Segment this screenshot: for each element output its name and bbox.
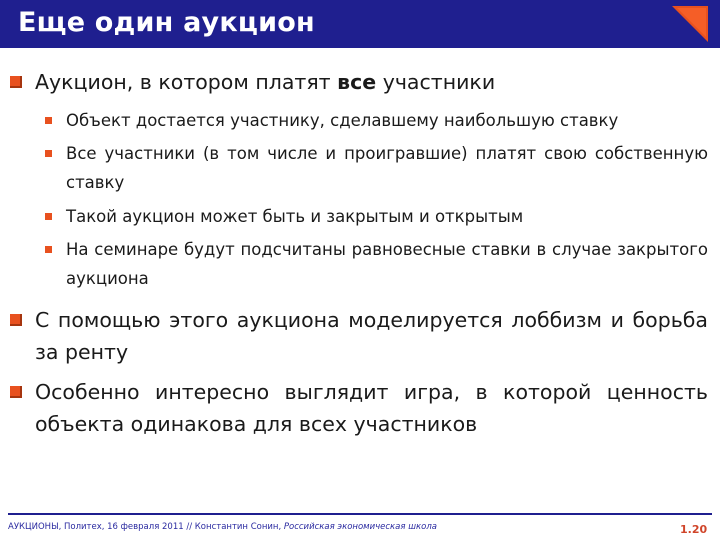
bullet-1	[10, 66, 708, 98]
subbullet-4	[45, 235, 708, 293]
bullet-2	[10, 304, 708, 368]
subbullet-3-text: Такой аукцион может быть и закрытым и открытым	[66, 207, 524, 226]
square-subbullet-icon	[45, 246, 52, 253]
subbullet-2	[45, 139, 708, 197]
footer-text	[8, 522, 437, 532]
subbullet-2-text: Все участники (в том числе и проигравшие) платят свою собственную ставку	[66, 144, 708, 192]
page-number: 1.20	[680, 523, 708, 536]
subbullet-4-text: На семинаре будут подсчитаны равновесные ставки в случае закрытого аукциона	[66, 240, 708, 288]
square-subbullet-icon	[45, 117, 52, 124]
bullet-3	[10, 376, 708, 440]
bullet-2-text: С помощью этого аукциона моделируется лоббизм и борьба за ренту	[35, 308, 708, 364]
square-bullet-icon	[10, 386, 22, 398]
subbullet-1	[45, 106, 708, 135]
footer-rule	[8, 513, 712, 515]
square-subbullet-icon	[45, 150, 52, 157]
slide-title: Еще один аукцион	[18, 7, 315, 38]
bullet-3-text: Особенно интересно выглядит игра, в которой ценность объекта одинакова для всех участников	[35, 380, 708, 436]
subbullet-1-text: Объект достается участнику, сделавшему наибольшую ставку	[66, 111, 619, 130]
footer-left: АУКЦИОНЫ, Политех, 16 февраля 2011 // Константин Сонин,	[8, 522, 284, 532]
footer-org: Российская экономическая школа	[283, 522, 437, 532]
square-subbullet-icon	[45, 213, 52, 220]
square-bullet-icon	[10, 76, 22, 88]
bullet-1-text: Аукцион, в котором платят все участники	[35, 70, 496, 94]
square-bullet-icon	[10, 314, 22, 326]
subbullet-3	[45, 202, 708, 231]
